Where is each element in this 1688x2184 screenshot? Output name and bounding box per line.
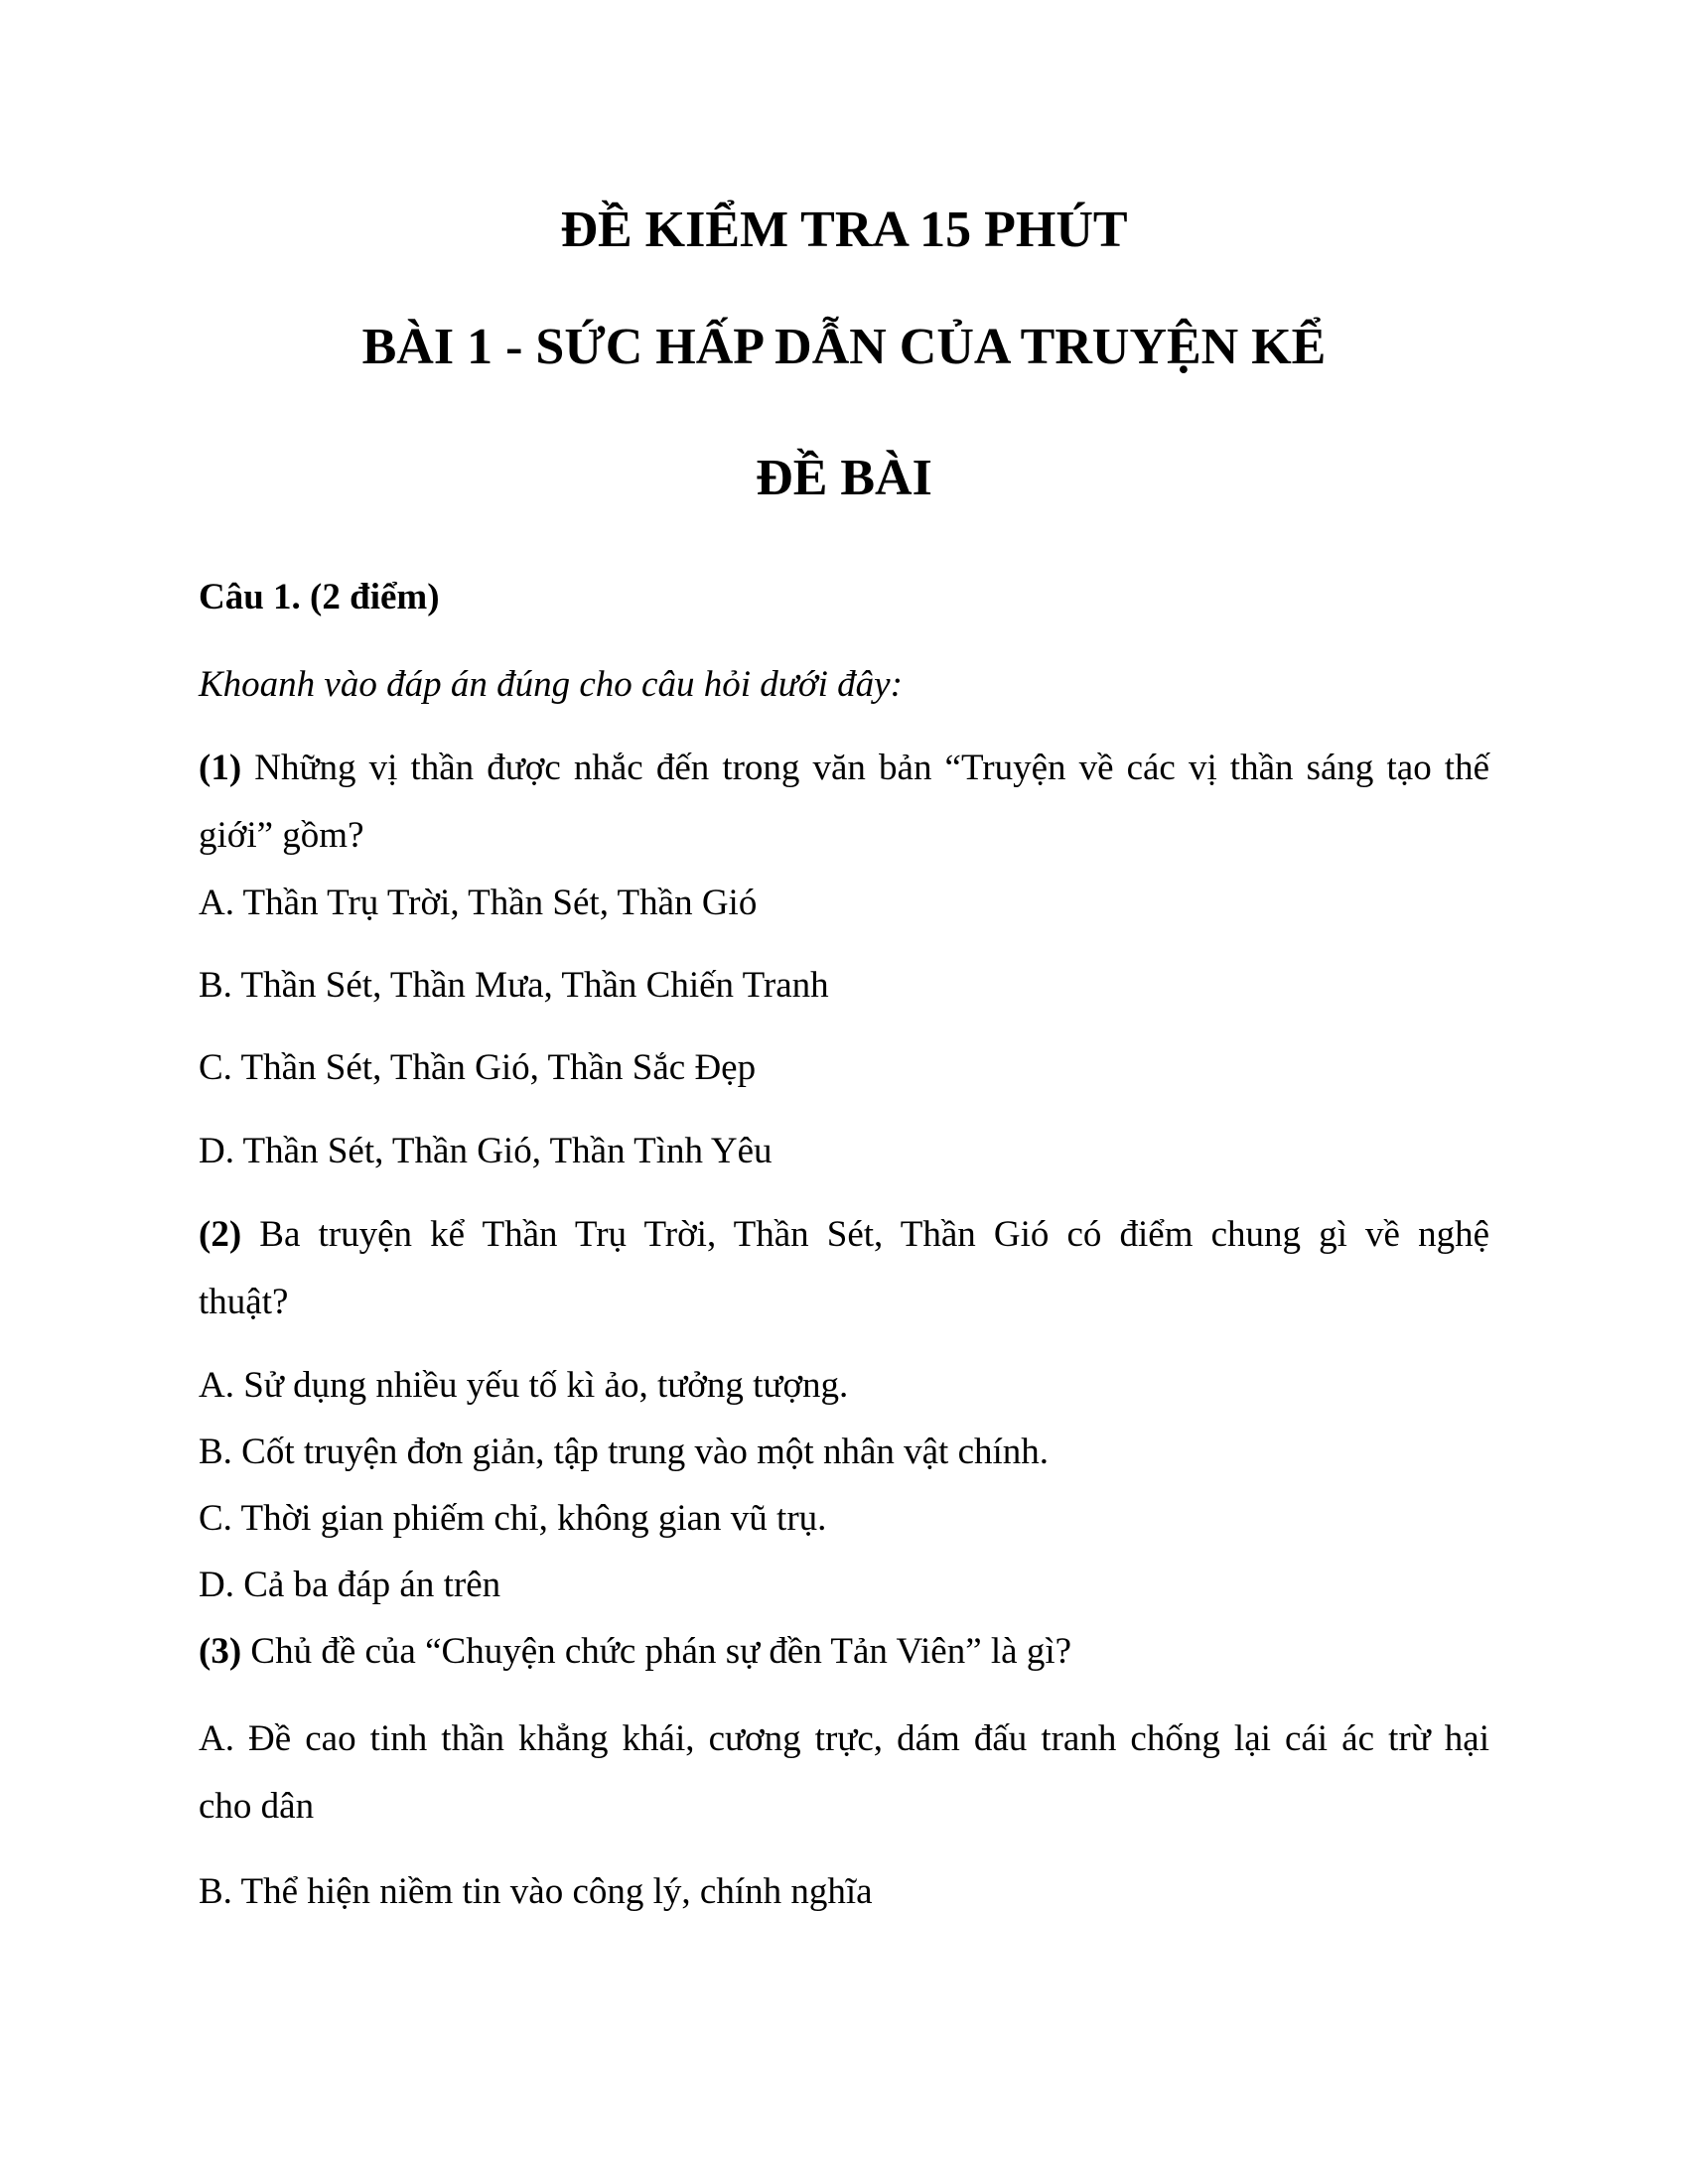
answer-option: B. Cốt truyện đơn giản, tập trung vào một nhân vật chính. (199, 1432, 1050, 1472)
answer-option: A. Đề cao tinh thần khẳng khái, cương trực, dám đấu tranh chống lại cái ác trừ hại (199, 1718, 1489, 1759)
subquestion-number: (3) (199, 1631, 242, 1672)
answer-option: C. Thần Sét, Thần Gió, Thần Sắc Đẹp (199, 1047, 757, 1088)
answer-option: D. Cả ba đáp án trên (199, 1565, 501, 1605)
subquestion-text: Chủ đề của “Chuyện chức phán sự đền Tản Viên” là gì? (241, 1631, 1072, 1672)
subquestion-text: Ba truyện kể Thần Trụ Trời, Thần Sét, Thần Gió có điểm chung gì về nghệ (241, 1214, 1489, 1255)
subquestion-2-prompt (199, 1213, 1489, 1257)
subquestion-number: (1) (199, 748, 242, 788)
question-instruction: Khoanh vào đáp án đúng cho câu hỏi dưới đây: (199, 664, 903, 705)
subquestion-1-prompt (199, 747, 1489, 790)
subquestion-1-prompt-cont: giới” gồm? (199, 815, 364, 856)
answer-option-cont: cho dân (199, 1786, 315, 1827)
lesson-title: BÀI 1 - SỨC HẤP DẪN CỦA TRUYỆN KỂ (361, 319, 1327, 375)
answer-option: B. Thần Sét, Thần Mưa, Thần Chiến Tranh (199, 965, 829, 1006)
answer-option: A. Sử dụng nhiều yếu tố kì ảo, tưởng tượng. (199, 1365, 849, 1406)
answer-option: B. Thể hiện niềm tin vào công lý, chính nghĩa (199, 1871, 873, 1912)
subquestion-number: (2) (199, 1214, 242, 1255)
answer-option: C. Thời gian phiếm chỉ, không gian vũ trụ. (199, 1498, 827, 1539)
answer-option: D. Thần Sét, Thần Gió, Thần Tình Yêu (199, 1131, 773, 1171)
question-heading: Câu 1. (2 điểm) (199, 577, 440, 617)
subquestion-text: Những vị thần được nhắc đến trong văn bản “Truyện về các vị thần sáng tạo thế (241, 748, 1489, 788)
subquestion-3-prompt (199, 1630, 1489, 1674)
subquestion-2-prompt-cont: thuật? (199, 1282, 289, 1322)
document-title: ĐỀ KIỂM TRA 15 PHÚT (560, 202, 1128, 258)
answer-option: A. Thần Trụ Trời, Thần Sét, Thần Gió (199, 883, 758, 923)
section-title: ĐỀ BÀI (756, 450, 932, 506)
